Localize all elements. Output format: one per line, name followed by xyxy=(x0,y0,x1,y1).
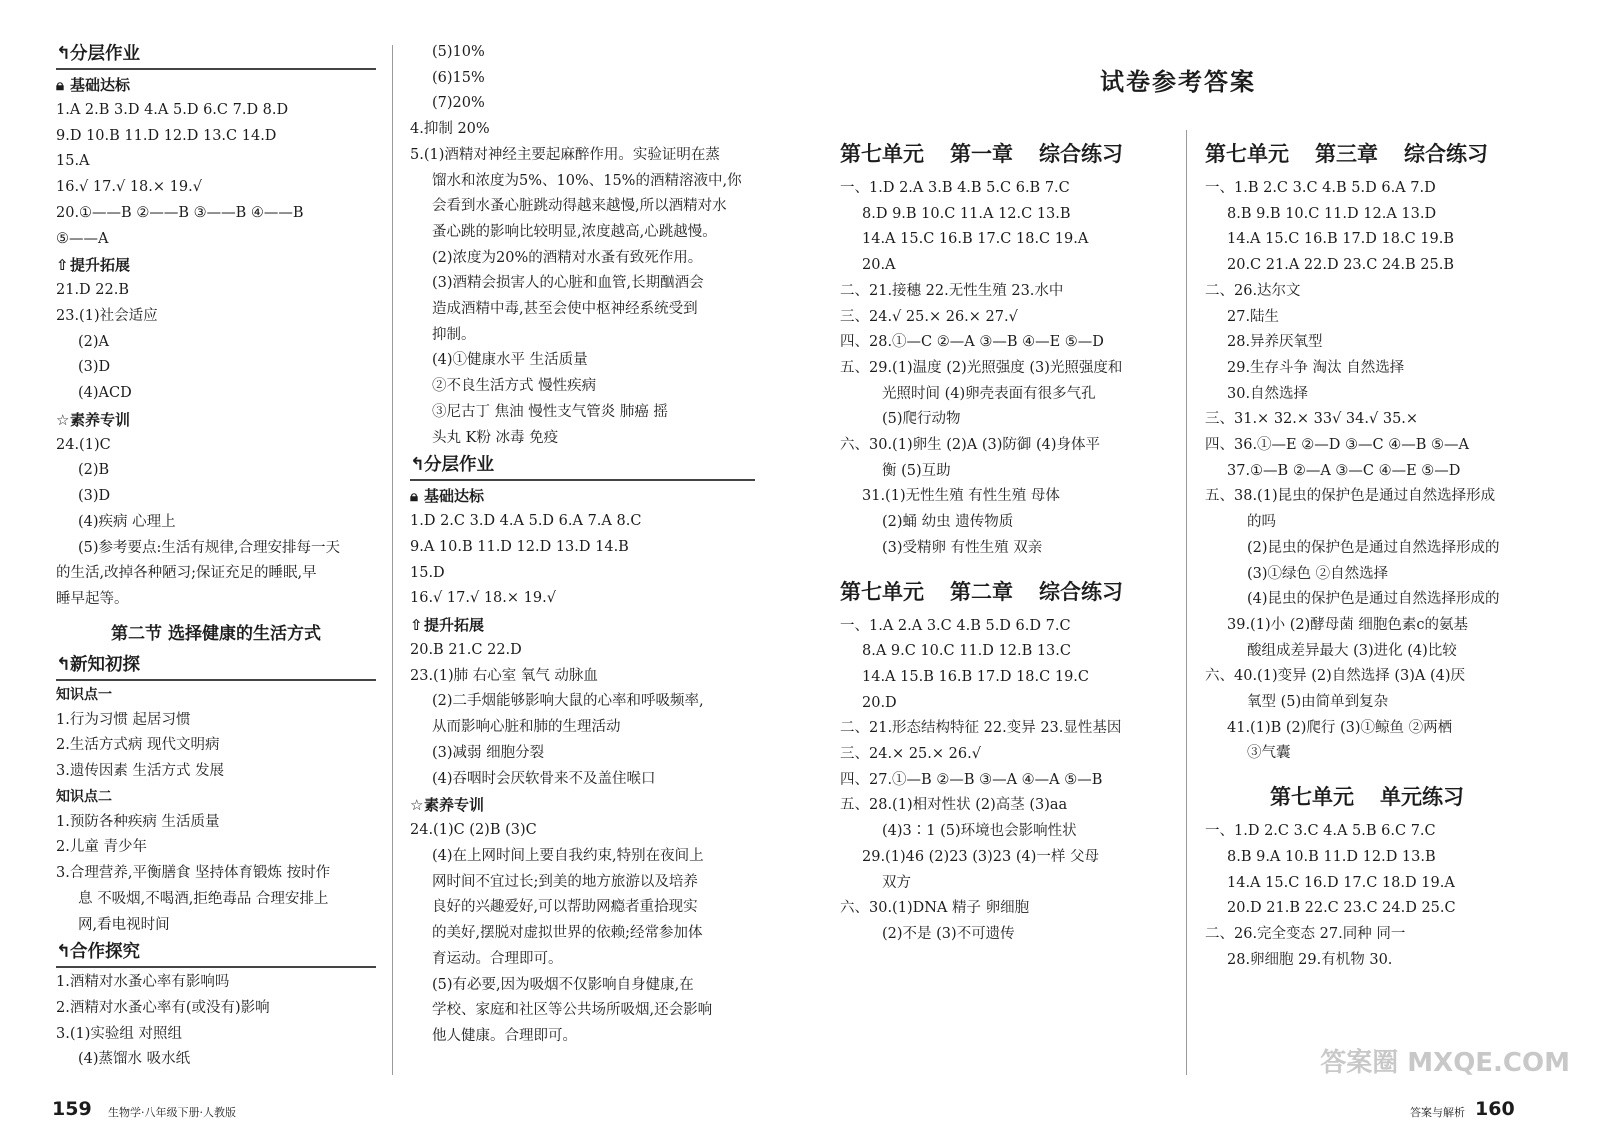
literacy-first: 24.(1)C xyxy=(56,436,111,453)
answer-line: 息 不吸烟,不喝酒,拒绝毒品 合理安排上 xyxy=(78,890,329,907)
answer-line: 二、21.形态结构特征 22.变异 23.显性基因 xyxy=(840,720,1122,737)
answer-line: 光照时间 (4)卵壳表面有很多气孔 xyxy=(882,385,1096,402)
star-icon: ☆ xyxy=(56,410,70,429)
q5-wrap xyxy=(410,169,755,452)
answer-line: 他人健康。合理即可。 xyxy=(432,1027,577,1044)
answer-line: (5)爬行动物 xyxy=(882,411,961,428)
unit-heading-part: 第一章 xyxy=(950,142,1013,166)
improve-answers-2 xyxy=(410,638,755,689)
answer-line: (5)10% xyxy=(432,44,485,60)
footer-right: 答案与解析 xyxy=(1410,1106,1465,1119)
unit-heading-part: 第二章 xyxy=(950,579,1013,604)
column-divider xyxy=(1186,130,1187,1075)
literacy-indented-2 xyxy=(410,844,755,1050)
answer-line: 20.D 21.B 22.C 23.C 24.D 25.C xyxy=(1227,900,1456,917)
right-column-1 xyxy=(840,132,1185,948)
knowledge-point-1: 知识点一 xyxy=(56,686,112,703)
answer-line: 的吗 xyxy=(1247,514,1276,531)
unit-heading-1 xyxy=(840,132,1185,176)
basic-answers xyxy=(56,98,376,252)
answer-line: 一、1.D 2.A 3.B 4.B 5.C 6.B 7.C xyxy=(840,180,1070,196)
answer-line: 五、29.(1)温度 (2)光照强度 (3)光照强度和 xyxy=(840,359,1123,376)
answer-line: (7)20% xyxy=(432,95,485,112)
top-continued xyxy=(410,40,755,117)
answer-line: 15.A xyxy=(56,153,90,170)
answer-line: ②不良生活方式 慢性疾病 xyxy=(432,378,597,395)
left-column-1 xyxy=(56,40,376,1073)
answer-line: 21.D 22.B xyxy=(56,282,130,299)
answer-line: 六、30.(1)DNA 精子 卵细胞 xyxy=(840,900,1030,917)
answer-line: ⑤——A xyxy=(56,230,109,247)
answer-line: (5)参考要点:生活有规律,合理安排每一天 xyxy=(78,539,341,556)
improve-indented-2 xyxy=(410,689,755,792)
unit-heading-part: 综合练习 xyxy=(1404,142,1488,166)
page-title: 试卷参考答案 xyxy=(1100,68,1256,96)
arrow-icon: ↰ xyxy=(410,455,425,476)
answer-line: 会看到水蚤心脏跳动得越来越慢,所以酒精对水 xyxy=(432,198,727,215)
answer-line: 1.预防各种疾病 生活质量 xyxy=(56,813,220,830)
answer-line: 的生活,改掉各种陋习;保证充足的睡眠,早 xyxy=(56,565,317,582)
answer-line: 一、1.A 2.A 3.C 4.B 5.D 6.D 7.C xyxy=(840,617,1071,634)
left-page xyxy=(0,0,785,1148)
answer-line: 3.(1)实验组 对照组 xyxy=(56,1025,182,1042)
answer-line: 五、38.(1)昆虫的保护色是通过自然选择形成 xyxy=(1205,488,1496,505)
answer-line: (3)酒精会损害人的心脏和血管,长期酗酒会 xyxy=(432,275,704,292)
answer-line: (4)ACD xyxy=(78,385,132,402)
answer-line: (2)二手烟能够影响大鼠的心率和呼吸频率, xyxy=(432,693,704,710)
answer-line: 五、28.(1)相对性状 (2)高茎 (3)aa xyxy=(840,797,1068,814)
answer-line: 28.卵细胞 29.有机物 30. xyxy=(1227,951,1393,968)
answer-line: 20.A xyxy=(862,257,896,274)
unit-heading-part: 第七单元 xyxy=(840,579,924,604)
answer-line: 8.A 9.C 10.C 11.D 12.B 13.C xyxy=(862,643,1071,660)
answer-line: (6)15% xyxy=(432,69,485,86)
answer-line: 20.B 21.C 22.D xyxy=(410,642,522,659)
answer-line: 29.(1)46 (2)23 (3)23 (4)一样 父母 xyxy=(862,848,1100,865)
answer-line: 1.行为习惯 起居习惯 xyxy=(56,711,191,728)
answer-line: 9.D 10.B 11.D 12.D 13.C 14.D xyxy=(56,127,277,144)
answer-line: 睡早起等。 xyxy=(56,590,129,607)
lock-icon: 🔒︎ xyxy=(410,487,418,506)
arrow-up-icon: ⇧ xyxy=(410,616,423,635)
answer-line: 23.(1)社会适应 xyxy=(56,307,158,324)
star-icon: ☆ xyxy=(410,796,424,815)
answer-line: 二、21.接穗 22.无性生殖 23.水中 xyxy=(840,282,1064,299)
unit-1-answers xyxy=(840,176,1185,562)
answer-line: 16.√ 17.√ 18.× 19.√ xyxy=(56,179,202,196)
arrow-icon: ↰ xyxy=(56,44,71,64)
page-number-right: 160 xyxy=(1475,1098,1515,1120)
kp1-items xyxy=(56,708,376,785)
answer-line: 23.(1)肺 右心室 氧气 动脉血 xyxy=(410,667,598,684)
answer-line: 六、30.(1)卵生 (2)A (3)防御 (4)身体平 xyxy=(840,437,1101,454)
answer-line: 29.生存斗争 淘汰 自然选择 xyxy=(1227,359,1405,376)
section-heading-coop: ↰合作探究 xyxy=(56,938,376,968)
answer-line: 一、1.B 2.C 3.C 4.B 5.D 6.A 7.D xyxy=(1205,180,1436,196)
unit-heading-part: 第七单元 xyxy=(840,142,924,166)
answer-line: ③尼古丁 焦油 慢性支气管炎 肺癌 摇 xyxy=(432,403,668,420)
answer-line: 2.儿童 青少年 xyxy=(56,839,147,856)
answer-line: 28.异养厌氧型 xyxy=(1227,334,1323,351)
answer-line: 学校、家庭和社区等公共场所吸烟,还会影响 xyxy=(432,1002,713,1019)
basic-answers-2 xyxy=(410,509,755,612)
unit-heading-part: 单元练习 xyxy=(1380,785,1464,810)
answer-line: 一、1.D 2.C 3.C 4.A 5.B 6.C 7.C xyxy=(1205,823,1436,840)
unit-heading-4 xyxy=(1205,775,1555,819)
answer-line: 8.B 9.B 10.C 11.D 12.A 13.D xyxy=(1227,205,1437,222)
arrow-up-icon: ⇧ xyxy=(56,256,69,275)
answer-line: 1.A 2.B 3.D 4.A 5.D 6.C 7.D 8.D xyxy=(56,102,289,118)
sub-heading-improve-2: ⇧提升拓展 xyxy=(410,612,755,638)
answer-line: (2)A xyxy=(78,333,110,350)
answer-line: (5)有必要,因为吸烟不仅影响自身健康,在 xyxy=(432,976,694,993)
answer-line: (3)受精卵 有性生殖 双亲 xyxy=(882,539,1043,556)
sub-heading-literacy: ☆素养专训 xyxy=(56,407,376,433)
answer-line: 头丸 K粉 冰毒 免疫 xyxy=(432,429,559,446)
right-column-2 xyxy=(1205,132,1555,973)
answer-line: 2.生活方式病 现代文明病 xyxy=(56,737,220,754)
unit-heading-part: 综合练习 xyxy=(1039,579,1123,604)
answer-line: 2.酒精对水蚤心率有(或没有)影响 xyxy=(56,999,270,1016)
answer-line: 六、40.(1)变异 (2)自然选择 (3)A (4)厌 xyxy=(1205,668,1466,685)
answer-line: 39.(1)小 (2)酵母菌 细胞色素c的氨基 xyxy=(1227,616,1468,633)
literacy-wrap xyxy=(56,561,376,612)
answer-line: 四、36.①—E ②—D ③—C ④—B ⑤—A xyxy=(1205,437,1469,454)
sub-heading-basic-2: 🔒︎ 基础达标 xyxy=(410,483,755,509)
answer-line: 衡 (5)互助 xyxy=(882,462,951,479)
kp2-items xyxy=(56,810,376,887)
section-title-2: 第二节 选择健康的生活方式 xyxy=(111,623,321,644)
improve-answers xyxy=(56,278,376,329)
answer-line: 3.合理营养,平衡膳食 坚持体育锻炼 按时作 xyxy=(56,865,331,882)
answer-line: (4)3∶1 (5)环境也会影响性状 xyxy=(882,823,1077,840)
section-heading-new: ↰新知初探 xyxy=(56,651,376,681)
answer-line: 抑制。 xyxy=(432,326,476,343)
answer-line: (4)疾病 心理上 xyxy=(78,513,176,530)
sub-heading-basic: 🔒︎ 基础达标 xyxy=(56,72,376,98)
kp2-wrap xyxy=(56,887,376,938)
section-heading-layered-2: ↰分层作业 xyxy=(410,451,755,481)
footer-left: 生物学·八年级下册·人教版 xyxy=(108,1106,236,1119)
answer-line: 8.D 9.B 10.C 11.A 12.C 13.B xyxy=(862,205,1071,222)
answer-line: 3.遗传因素 生活方式 发展 xyxy=(56,763,225,780)
unit-3-answers xyxy=(1205,176,1555,767)
coop-items xyxy=(56,970,376,1047)
answer-line: 四、28.①—C ②—A ③—B ④—E ⑤—D xyxy=(840,334,1104,351)
literacy-first-2: 24.(1)C (2)B (3)C xyxy=(410,822,537,839)
q4: 4.抑制 20% xyxy=(410,121,490,138)
answer-line: (4)昆虫的保护色是通过自然选择形成的 xyxy=(1247,591,1500,608)
answer-line: 14.A 15.C 16.B 17.D 18.C 19.B xyxy=(1227,231,1455,248)
answer-line: 9.A 10.B 11.D 12.D 13.D 14.B xyxy=(410,538,629,555)
lock-icon: 🔒︎ xyxy=(56,76,64,94)
answer-line: 二、26.完全变态 27.同种 同一 xyxy=(1205,925,1406,942)
unit-heading-part: 综合练习 xyxy=(1039,142,1123,166)
answer-line: 30.自然选择 xyxy=(1227,385,1309,402)
answer-line: (2)B xyxy=(78,462,110,479)
page-number-left: 159 xyxy=(52,1098,92,1120)
answer-line: 网,看电视时间 xyxy=(78,916,170,933)
answer-line: (2)浓度为20%的酒精对水蚤有致死作用。 xyxy=(432,249,703,266)
answer-line: 20.D xyxy=(862,694,897,711)
q5-first: 5.(1)酒精对神经主要起麻醉作用。实验证明在蒸 xyxy=(410,146,720,163)
answer-line: 氧型 (5)由简单到复杂 xyxy=(1247,694,1389,711)
answer-line: 1.D 2.C 3.D 4.A 5.D 6.A 7.A 8.C xyxy=(410,513,642,530)
answer-line: (2)不是 (3)不可遗传 xyxy=(882,925,1015,942)
answer-line: 育运动。合理即可。 xyxy=(432,950,563,967)
answer-line: (2)昆虫的保护色是通过自然选择形成的 xyxy=(1247,539,1500,556)
answer-line: 20.①——B ②——B ③——B ④——B xyxy=(56,204,304,221)
answer-line: (2)蛹 幼虫 遗传物质 xyxy=(882,514,1014,531)
answer-line: 14.A 15.B 16.B 17.D 18.C 19.C xyxy=(862,668,1090,685)
unit-heading-part: 第七单元 xyxy=(1270,785,1354,810)
answer-line: 四、27.①—B ②—B ③—A ④—A ⑤—B xyxy=(840,771,1103,788)
answer-line: 良好的兴趣爱好,可以帮助网瘾者重拾现实 xyxy=(432,899,698,916)
column-divider xyxy=(392,45,393,1075)
answer-line: 三、24.√ 25.× 26.× 27.√ xyxy=(840,308,1018,325)
answer-line: 馏水和浓度为5%、10%、15%的酒精溶液中,你 xyxy=(432,172,742,189)
answer-line: 20.C 21.A 22.D 23.C 24.B 25.B xyxy=(1227,257,1455,274)
sub-heading-improve: ⇧提升拓展 xyxy=(56,252,376,278)
answer-line: 15.D xyxy=(410,564,445,581)
improve-answers-indented xyxy=(56,330,376,407)
section-heading-layered: ↰分层作业 xyxy=(56,40,376,70)
answer-line: 16.√ 17.√ 18.× 19.√ xyxy=(410,590,556,607)
answer-line: 三、24.× 25.× 26.√ xyxy=(840,746,981,763)
unit-heading-part: 第七单元 xyxy=(1205,142,1289,166)
answer-line: (3)D xyxy=(78,359,111,376)
answer-line: (4)蒸馏水 吸水纸 xyxy=(78,1051,191,1068)
answer-line: (3)减弱 细胞分裂 xyxy=(432,744,545,761)
answer-line: (3)D xyxy=(78,488,111,505)
answer-line: 造成酒精中毒,甚至会使中枢神经系统受到 xyxy=(432,301,698,318)
sub-heading-literacy-2: ☆素养专训 xyxy=(410,792,755,818)
unit-4-answers xyxy=(1205,819,1555,973)
answer-line: 1.酒精对水蚤心率有影响吗 xyxy=(56,974,230,991)
answer-line: 网时间不宜过长;到美的地方旅游以及培养 xyxy=(432,873,698,890)
unit-2-answers xyxy=(840,614,1185,948)
answer-line: 酸组成差异最大 (3)进化 (4)比较 xyxy=(1247,642,1457,659)
answer-line: (4)吞咽时会厌软骨来不及盖住喉口 xyxy=(432,770,656,787)
unit-heading-3 xyxy=(1205,132,1555,176)
watermark-logo: 答案圈 MXQE.COM xyxy=(1320,1048,1570,1078)
answer-line: 41.(1)B (2)爬行 (3)①鲸鱼 ②两栖 xyxy=(1227,719,1453,736)
answer-line: (4)在上网时间上要自我约束,特别在夜间上 xyxy=(432,847,704,864)
answer-line: 14.A 15.C 16.B 17.C 18.C 19.A xyxy=(862,231,1089,248)
answer-line: (4)①健康水平 生活质量 xyxy=(432,352,588,369)
answer-line: 三、31.× 32.× 33√ 34.√ 35.× xyxy=(1205,411,1419,428)
answer-line: 37.①—B ②—A ③—C ④—E ⑤—D xyxy=(1227,462,1461,479)
answer-line: 蚤心跳的影响比较明显,浓度越高,心跳越慢。 xyxy=(432,223,717,240)
unit-heading-part: 第三章 xyxy=(1315,142,1378,166)
answer-line: 二、26.达尔文 xyxy=(1205,282,1301,299)
answer-line: 31.(1)无性生殖 有性生殖 母体 xyxy=(862,488,1060,505)
unit-heading-2 xyxy=(840,570,1185,614)
coop-indented xyxy=(56,1047,376,1073)
literacy-indented xyxy=(56,458,376,561)
answer-line: 8.B 9.A 10.B 11.D 12.D 13.B xyxy=(1227,848,1436,865)
answer-line: (3)①绿色 ②自然选择 xyxy=(1247,565,1389,582)
answer-line: 双方 xyxy=(882,874,911,891)
left-column-2 xyxy=(410,40,755,1050)
answer-line: 14.A 15.C 16.D 17.C 18.D 19.A xyxy=(1227,874,1455,891)
knowledge-point-2: 知识点二 xyxy=(56,788,112,805)
answer-line: 从而影响心脏和肺的生理活动 xyxy=(432,719,621,736)
arrow-icon: ↰ xyxy=(56,942,71,963)
answer-line: 的美好,摆脱对虚拟世界的依赖;经常参加体 xyxy=(432,925,703,942)
answer-line: ③气囊 xyxy=(1247,745,1291,762)
answer-line: 27.陆生 xyxy=(1227,308,1280,325)
arrow-icon: ↰ xyxy=(56,654,71,675)
right-page xyxy=(810,0,1600,1148)
